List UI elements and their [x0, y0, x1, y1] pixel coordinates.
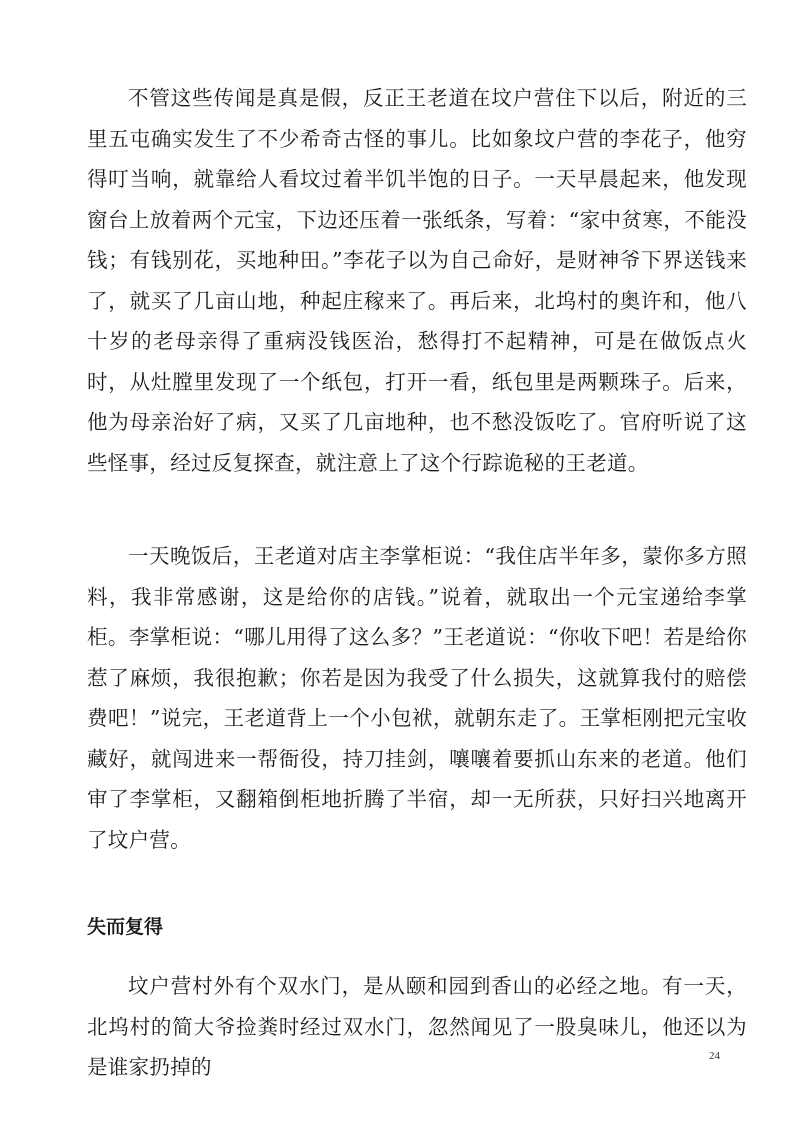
- body-paragraph: 坟户营村外有个双水门，是从颐和园到香山的必经之地。有一天，北坞村的简大爷捡粪时经过双水门，忽然闻见了一股臭味儿，他还以为是谁家扔掉的: [87, 974, 747, 1079]
- body-paragraph: 不管这些传闻是真是假，反正王老道在坟户营住下以后，附近的三里五屯确实发生了不少希奇古怪的事儿。比如象坟户营的李花子，他穷得叮当响，就靠给人看坟过着半饥半饱的日子。一天早晨起来，他发现窗台上放着两个元宝，下边还压着一张纸条，写着：“家中贫寒，不能没钱；有钱别花，买地种田。”李花子以为自己命好，是财神爷下界送钱来了，就买了几亩山地，种起庄稼来了。再后来，北坞村的奥许和，他八十岁的老母亲得了重病没钱医治，愁得打不起精神，可是在做饭点火时，从灶膛里发现了一个纸包，打开一看，纸包里是两颗珠子。后来，他为母亲治好了病，又买了几亩地种，也不愁没饭吃了。官府听说了这些怪事，经过反复探查，就注意上了这个行踪诡秘的王老道。: [87, 86, 747, 475]
- page-number: 24: [709, 1050, 720, 1062]
- body-paragraph: 一天晚饭后，王老道对店主李掌柜说：“我住店半年多，蒙你多方照料，我非常感谢，这是给你的店钱。”说着，就取出一个元宝递给李掌柜。李掌柜说：“哪儿用得了这么多？”王老道说：“你收下吧！若是给你惹了麻烦，我很抱歉；你若是因为我受了什么损失，这就算我付的赔偿费吧！”说完，王老道背上一个小包袱，就朝东走了。王掌柜刚把元宝收藏好，就闯进来一帮衙役，持刀挂剑，嚷嚷着要抓山东来的老道。他们审了李掌柜，又翻箱倒柜地折腾了半宿，却一无所获，只好扫兴地离开了坟户营。: [87, 544, 747, 852]
- section-heading: 失而复得: [87, 916, 164, 938]
